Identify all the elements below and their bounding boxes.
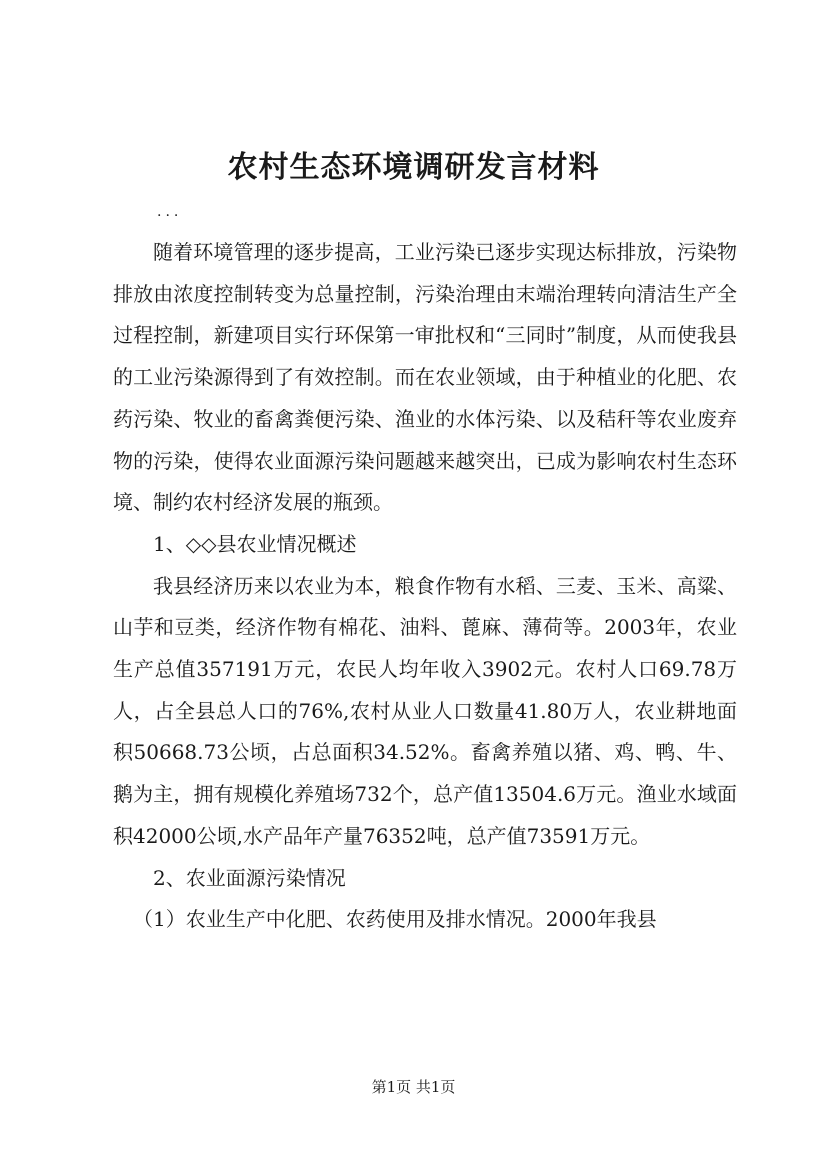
paragraph-subsection-1: （1）农业生产中化肥、农药使用及排水情况。2000年我县 (133, 907, 657, 932)
section-heading-2: 2、农业面源污染情况 (153, 865, 346, 890)
ellipsis-marker: ... (157, 204, 183, 220)
document-body (113, 232, 737, 941)
page-footer: 第1页 共1页 (371, 1078, 456, 1096)
document-title: 农村生态环境调研发言材料 (227, 150, 600, 185)
paragraph-overview: 我县经济历来以农业为本，粮食作物有水稻、三麦、玉米、高粱、山芋和豆类，经济作物有棉花、油料、蓖麻、薄荷等。2003年，农业生产总值357191万元，农民人均年收入3902元。农村人口69.78万人，占全县总人口的76%,农村从业人口数量41.80万人，农业耕地面积50668.73公顷，占总面积34.52%。畜禽养殖以猪、鸡、鸭、牛、鹅为主，拥有规模化养殖场732个，总产值13504.6万元。渔业水域面积42000公顷,水产品年产量76352吨，总产值73591万元。 (113, 573, 737, 848)
paragraph-intro: 随着环境管理的逐步提高，工业污染已逐步实现达标排放，污染物排放由浓度控制转变为总量控制，污染治理由末端治理转向清洁生产全过程控制，新建项目实行环保第一审批权和“三同时”制度，从而使我县的工业污染源得到了有效控制。而在农业领域，由于种植业的化肥、农药污染、牧业的畜禽粪便污染、渔业的水体污染、以及秸秆等农业废弃物的污染，使得农业面源污染问题越来越突出，已成为影响农村生态环境、制约农村经济发展的瓶颈。 (113, 240, 737, 515)
section-heading-1: 1、◇◇县农业情况概述 (153, 531, 357, 556)
